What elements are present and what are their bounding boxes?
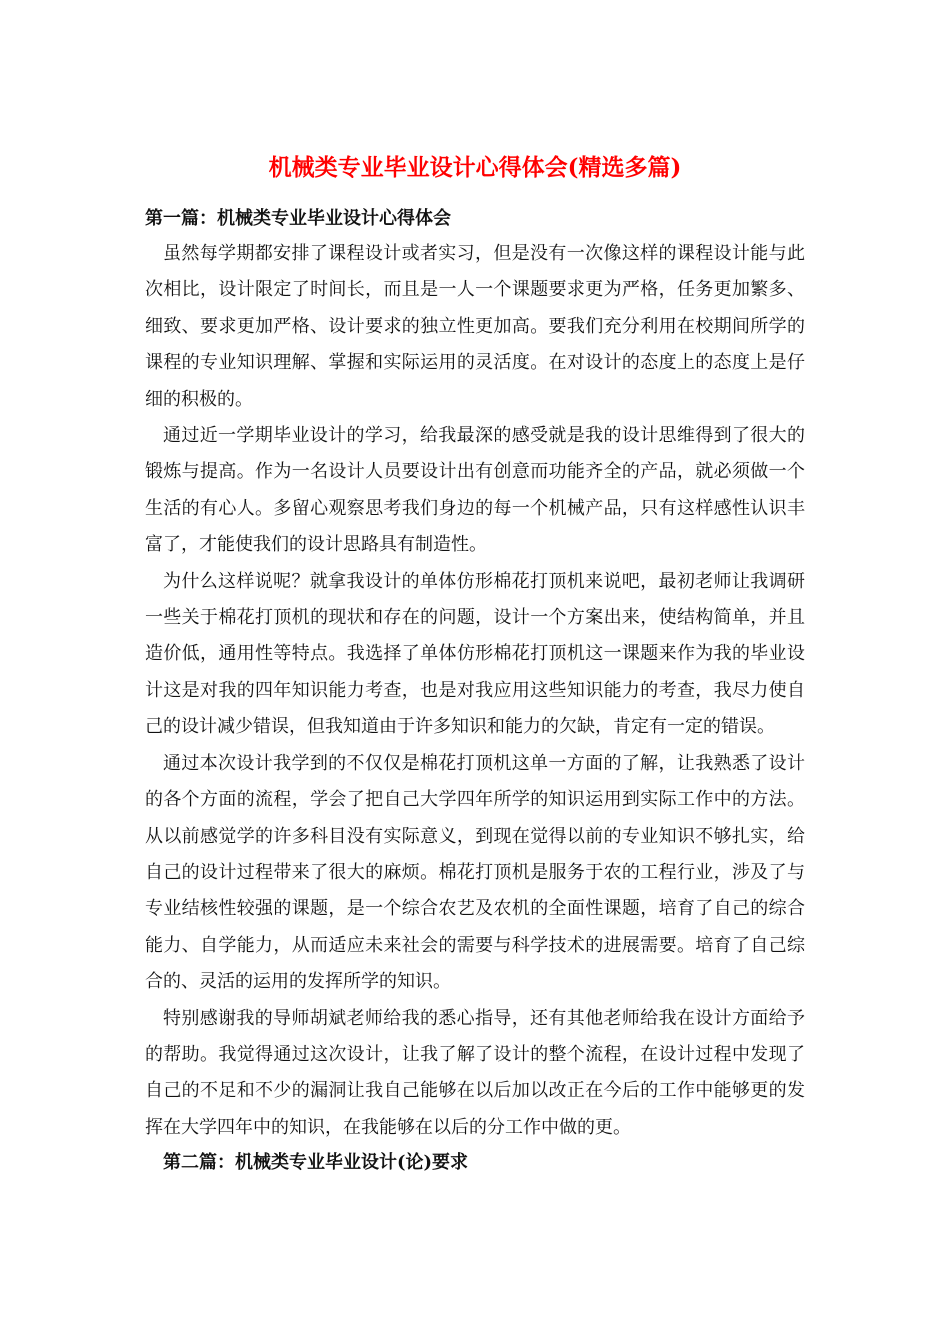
document-body [145, 150, 805, 1180]
section-heading-1: 第一篇：机械类专业毕业设计心得体会 [145, 208, 451, 229]
paragraph: 通过本次设计我学到的不仅仅是棉花打顶机这单一方面的了解，让我熟悉了设计的各个方面的流程，学会了把自己大学四年所学的知识运用到实际工作中的方法。从以前感觉学的许多科目没有实际意义，到现在觉得以前的专业知识不够扎实，给自己的设计过程带来了很大的麻烦。棉花打顶机是服务于农的工程行业，涉及了与专业结核性较强的课题，是一个综合农艺及农机的全面性课题，培育了自己的综合能力、自学能力，从而适应未来社会的需要与科学技术的进展需要。培育了自己综合的、灵活的运用的发挥所学的知识。 [145, 752, 805, 993]
document-title: 机械类专业毕业设计心得体会(精选多篇) [268, 154, 682, 181]
section-heading-2: 第二篇：机械类专业毕业设计(论)要求 [163, 1152, 469, 1174]
paragraph: 通过近一学期毕业设计的学习，给我最深的感受就是我的设计思维得到了很大的锻炼与提高。作为一名设计人员要设计出有创意而功能齐全的产品，就必须做一个生活的有心人。多留心观察思考我们身边的每一个机械产品，只有这样感性认识丰富了，才能使我们的设计思路具有制造性。 [145, 425, 805, 556]
paragraph: 为什么这样说呢？就拿我设计的单体仿形棉花打顶机来说吧，最初老师让我调研一些关于棉花打顶机的现状和存在的问题，设计一个方案出来，使结构简单，并且造价低，通用性等特点。我选择了单体仿形棉花打顶机这一课题来作为我的毕业设计这是对我的四年知识能力考查，也是对我应用这些知识能力的考查，我尽力使自己的设计减少错误，但我知道由于许多知识和能力的欠缺，肯定有一定的错误。 [145, 570, 805, 738]
paragraph: 特别感谢我的导师胡斌老师给我的悉心指导，还有其他老师给我在设计方面给予的帮助。我觉得通过这次设计，让我了解了设计的整个流程，在设计过程中发现了自己的不足和不少的漏洞让我自己能够在以后加以改正在今后的工作中能够更的发挥在大学四年中的知识，在我能够在以后的分工作中做的更。 [145, 1007, 805, 1138]
paragraph: 虽然每学期都安排了课程设计或者实习，但是没有一次像这样的课程设计能与此次相比，设计限定了时间长，而且是一人一个课题要求更为严格，任务更加繁多、细致、要求更加严格、设计要求的独立性更加高。要我们充分利用在校期间所学的课程的专业知识理解、掌握和实际运用的灵活度。在对设计的态度上的态度上是仔细的积极的。 [145, 243, 805, 410]
